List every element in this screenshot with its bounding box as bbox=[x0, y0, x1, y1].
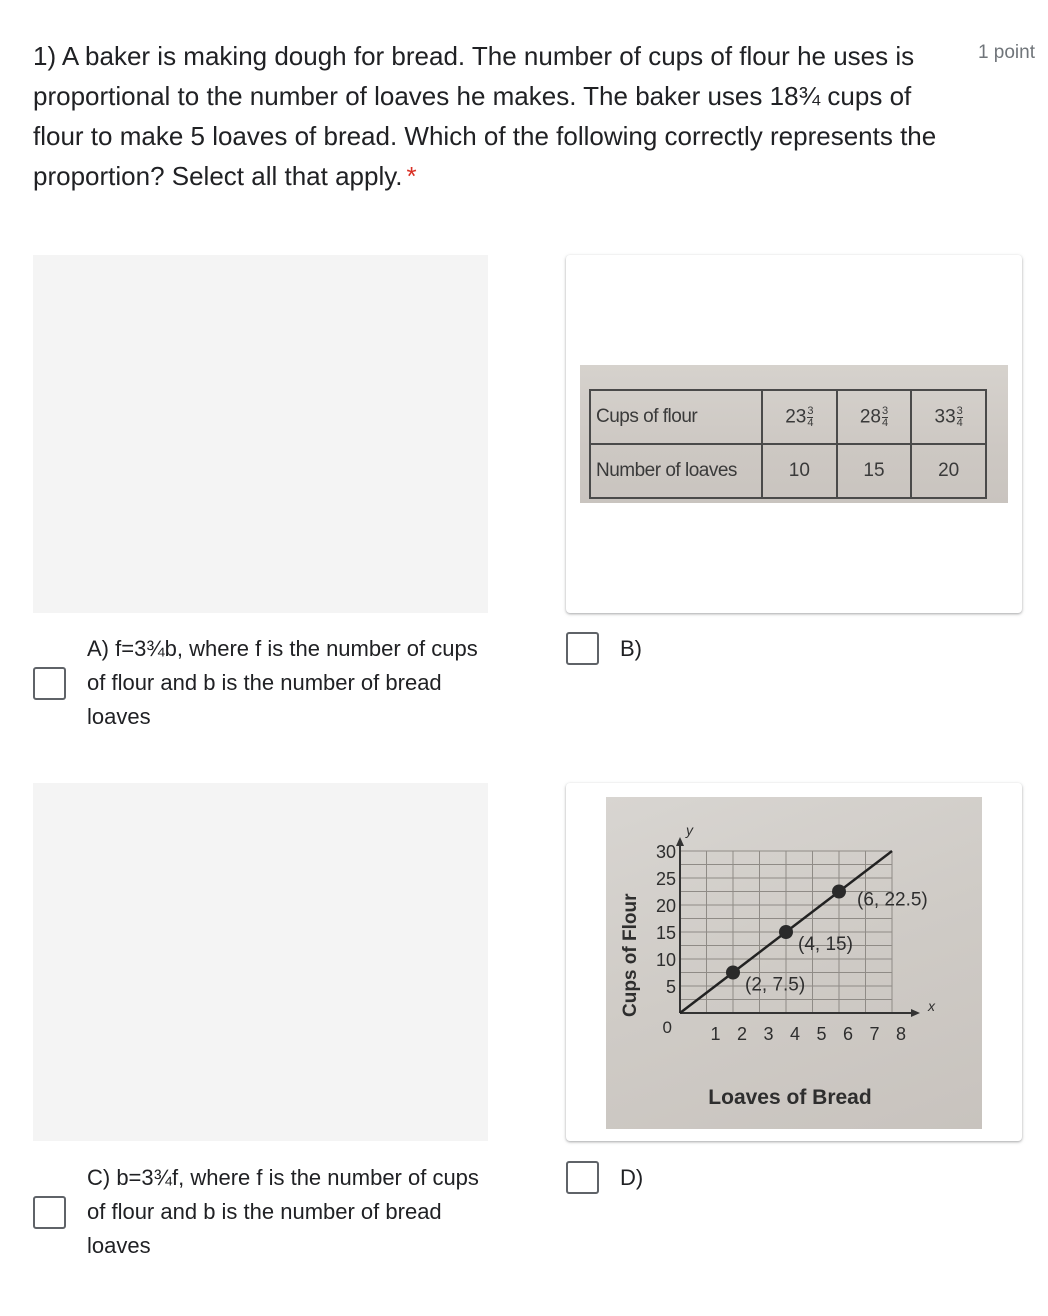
option-d-label[interactable]: D) bbox=[620, 1165, 644, 1190]
x-axis-letter: x bbox=[928, 998, 935, 1014]
table-cell: 33 $\frac{3}{4}$ bbox=[911, 390, 986, 444]
table-photo bbox=[580, 365, 1008, 503]
table-cell: 20 bbox=[911, 444, 986, 498]
y-axis-arrow bbox=[676, 837, 684, 846]
table-cell: 23 $\frac{3}{4}$ bbox=[762, 390, 837, 444]
x-axis-arrow bbox=[911, 1009, 920, 1017]
option-b-image-card bbox=[566, 255, 1022, 613]
y-tick-label: 10 bbox=[655, 950, 676, 970]
table-cell: 28 $\frac{3}{4}$ bbox=[837, 390, 912, 444]
y-tick-label: 5 bbox=[665, 977, 676, 997]
proportion-graph bbox=[606, 797, 982, 1129]
x-tick-label: 2 bbox=[736, 1024, 748, 1044]
y-tick-label: 25 bbox=[655, 869, 676, 889]
question-title bbox=[33, 36, 938, 196]
table-cell: 15 bbox=[837, 444, 912, 498]
option-d-image-card bbox=[566, 783, 1022, 1141]
point-label: (2, 7.5) bbox=[745, 974, 806, 996]
option-b-label[interactable]: B) bbox=[620, 636, 642, 661]
option-a-label[interactable]: A) f=3¾b, where f is the number of cups of flour and b is the number of bread loaves bbox=[87, 636, 478, 729]
y-axis-letter: y bbox=[686, 822, 693, 838]
option-d-checkbox[interactable] bbox=[566, 1161, 599, 1194]
y-axis-title: Cups of Flour bbox=[620, 893, 641, 1017]
required-asterisk: * bbox=[406, 161, 417, 191]
question-text: 1) A baker is making dough for bread. The number of cups of flour he uses is proportional to the number of loaves he makes. The baker uses 18¾ cups of flour to make 5 loaves of bread. Which of the following correctly represents the proportion? Select all that apply. bbox=[33, 41, 937, 191]
option-a-image bbox=[33, 255, 488, 613]
table-row bbox=[590, 444, 986, 498]
x-tick-label: 7 bbox=[869, 1024, 880, 1044]
x-tick-label: 5 bbox=[816, 1024, 827, 1044]
table-cell: 10 bbox=[762, 444, 837, 498]
option-c-label[interactable]: C) b=3¾f, where f is the number of cups of flour and b is the number of bread loaves bbox=[87, 1165, 479, 1258]
option-b-checkbox[interactable] bbox=[566, 632, 599, 665]
table-row bbox=[590, 390, 986, 444]
table-row-label: Cups of flour bbox=[590, 390, 762, 444]
graph-photo bbox=[606, 797, 982, 1129]
x-tick-label: 4 bbox=[789, 1024, 801, 1044]
y-tick-label: 20 bbox=[655, 896, 676, 916]
data-point bbox=[779, 925, 793, 939]
point-label: (6, 22.5) bbox=[857, 889, 928, 911]
proportion-table bbox=[589, 389, 987, 499]
data-point bbox=[726, 966, 740, 980]
option-c-checkbox[interactable] bbox=[33, 1196, 66, 1229]
origin-label: 0 bbox=[662, 1018, 672, 1037]
point-label: (4, 15) bbox=[798, 934, 853, 955]
x-tick-label: 3 bbox=[763, 1024, 774, 1044]
data-point bbox=[832, 885, 846, 899]
option-a-checkbox[interactable] bbox=[33, 667, 66, 700]
y-tick-label: 30 bbox=[655, 842, 676, 862]
x-tick-label: 6 bbox=[842, 1024, 854, 1044]
table-row-label: Number of loaves bbox=[590, 444, 762, 498]
x-tick-label: 1 bbox=[710, 1024, 721, 1044]
x-axis-title: Loaves of Bread bbox=[708, 1086, 872, 1109]
points-label: 1 point bbox=[977, 42, 1035, 63]
option-c-image bbox=[33, 783, 488, 1141]
x-tick-label: 8 bbox=[895, 1024, 907, 1044]
y-tick-label: 15 bbox=[655, 923, 676, 943]
